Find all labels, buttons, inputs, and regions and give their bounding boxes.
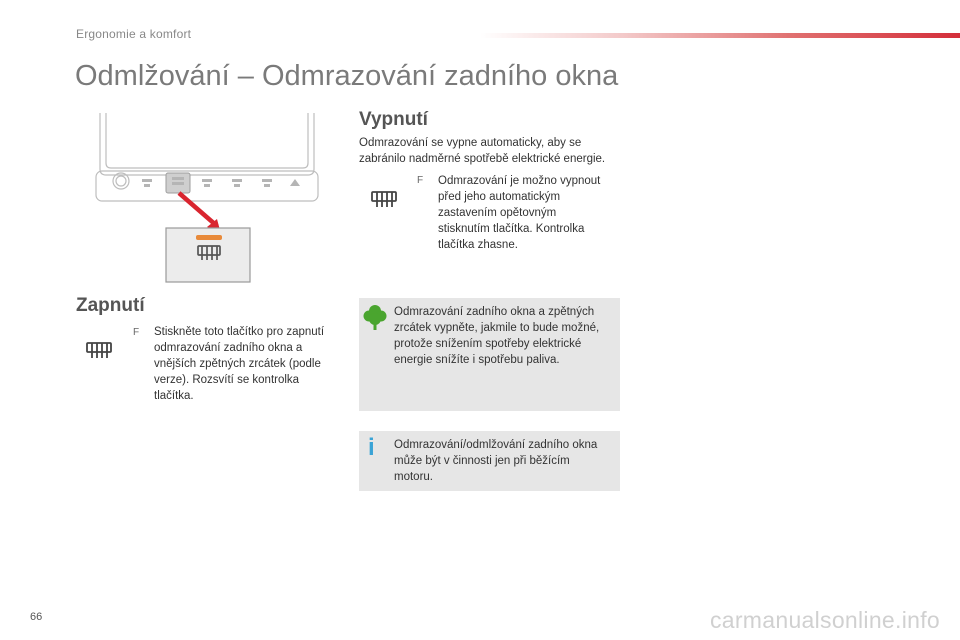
info-note-text: Odmrazování/odmlžování zadního okna může být v činnosti jen při běžícím motoru. bbox=[394, 439, 598, 483]
tree-icon bbox=[363, 303, 387, 331]
info-icon: i bbox=[368, 434, 375, 461]
page-title: Odmlžování – Odmrazování zadního okna bbox=[75, 60, 619, 92]
zapnuti-bullet-text: Stiskněte toto tlačítko pro zapnutí odmrazování zadního okna a vnějších zpětných zrcátek (podle verze). Rozsvítí se kontrolka tlačítka. bbox=[154, 326, 325, 402]
vypnuti-bullet-text: Odmrazování je možno vypnout před jeho automatickým zastavením opětovným stisknutím tlačítka. Kontrolka tlačítka zhasne. bbox=[438, 175, 601, 251]
rear-defrost-icon bbox=[369, 189, 399, 209]
rear-defrost-icon bbox=[84, 340, 114, 360]
page-number: 66 bbox=[30, 611, 43, 623]
eco-note-text: Odmrazování zadního okna a zpětných zrcátek vypněte, jakmile to bude možné, protože snížením spotřeby elektrické energie snížíte i spotřebu paliva. bbox=[394, 306, 600, 366]
section-label: Ergonomie a komfort bbox=[76, 27, 192, 41]
header-accent-bar bbox=[480, 33, 960, 38]
heading-vypnuti: Vypnutí bbox=[359, 109, 428, 130]
vypnuti-intro: Odmrazování se vypne automaticky, aby se zabránilo nadměrné spotřebě elektrické energie. bbox=[359, 137, 606, 165]
dashboard-illustration bbox=[94, 113, 322, 285]
watermark: carmanualsonline.info bbox=[709, 607, 940, 633]
bullet-marker: F bbox=[133, 327, 140, 338]
bullet-marker: F bbox=[417, 175, 424, 186]
heading-zapnuti: Zapnutí bbox=[76, 295, 145, 316]
